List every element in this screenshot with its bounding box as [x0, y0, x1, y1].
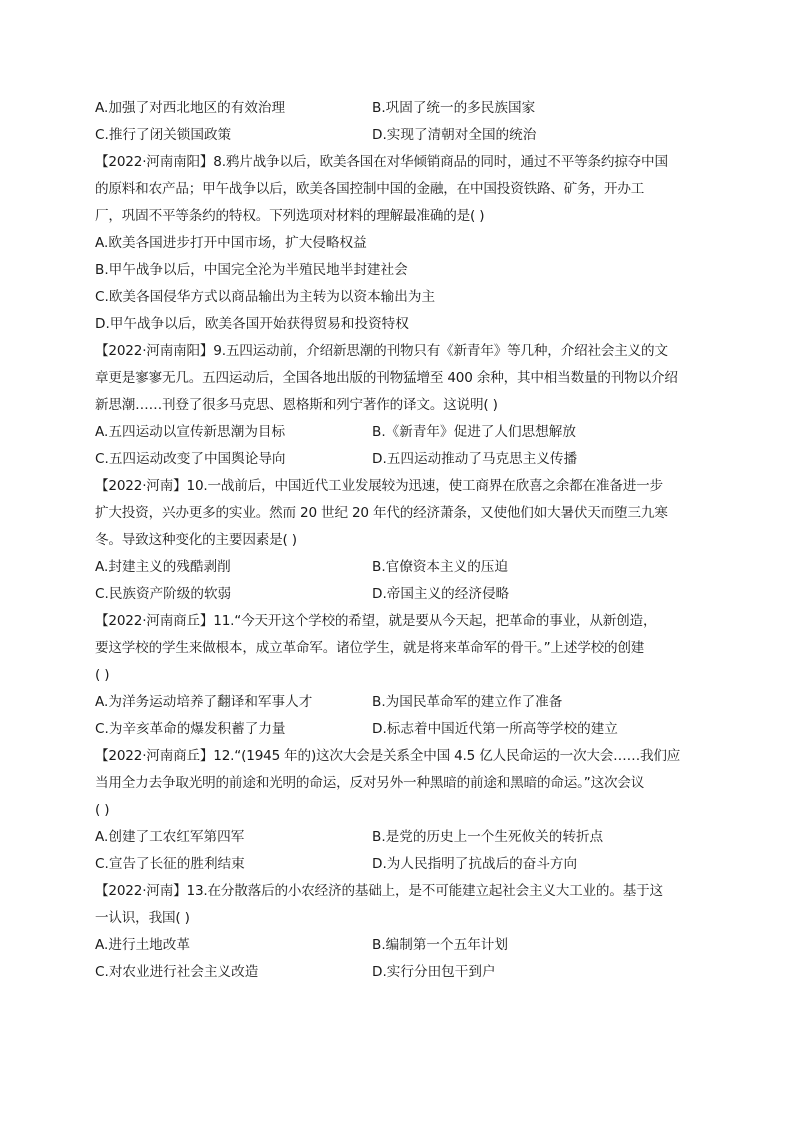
- q13-option-b: B.编制第一个五年计划: [372, 937, 508, 953]
- q11-options-row-1: [95, 689, 695, 716]
- q13-options-row-2: [95, 959, 695, 986]
- q10-option-d: D.帝国主义的经济侵略: [372, 586, 510, 602]
- question-11: [95, 608, 695, 743]
- q13-stem-line-1: 【2022·河南】13.在分散落后的小农经济的基础上，是不可能建立起社会主义大工业的。基于这: [95, 883, 663, 899]
- q13-option-c: C.对农业进行社会主义改造: [95, 964, 259, 980]
- q8-stem-line-2: 的原料和农产品；甲午战争以后，欧美各国控制中国的金融，在中国投资铁路、矿务，开办工: [95, 181, 645, 197]
- q8-option-c: C.欧美各国侵华方式以商品输出为主转为以资本输出为主: [95, 289, 436, 305]
- q11-option-d: D.标志着中国近代第一所高等学校的建立: [372, 721, 618, 737]
- q12-options-row-2: [95, 851, 695, 878]
- q8-option-b: B.甲午战争以后，中国完全沦为半殖民地半封建社会: [95, 262, 408, 278]
- q9-option-b: B.《新青年》促进了人们思想解放: [372, 424, 576, 440]
- q10-option-c: C.民族资产阶级的软弱: [95, 586, 232, 602]
- q11-stem-line-1: 【2022·河南商丘】11.“今天开这个学校的希望，就是要从今天起，把革命的事业，从新创造，: [95, 613, 657, 629]
- q7-options-row-2: [95, 122, 695, 149]
- exam-page: [95, 95, 695, 986]
- q13-option-d: D.实行分田包干到户: [372, 964, 496, 980]
- q13-options-row-1: [95, 932, 695, 959]
- q8-stem-line-1: 【2022·河南南阳】8.鸦片战争以后，欧美各国在对华倾销商品的同时，通过不平等条约掠夺中国: [95, 154, 668, 170]
- q9-stem-line-1: 【2022·河南南阳】9.五四运动前，介绍新思潮的刊物只有《新青年》等几种，介绍社会主义的文: [95, 343, 668, 359]
- q10-option-b: B.官僚资本主义的压迫: [372, 559, 508, 575]
- q10-option-a: A.封建主义的残酷剥削: [95, 559, 231, 575]
- q12-stem-line-3: ( ): [95, 802, 110, 818]
- q9-option-d: D.五四运动推动了马克思主义传播: [372, 451, 578, 467]
- q7-options-row-1: [95, 95, 695, 122]
- q10-options-row-1: [95, 554, 695, 581]
- question-13: [95, 878, 695, 986]
- q7-option-c: C.推行了闭关锁国政策: [95, 127, 232, 143]
- question-12: [95, 743, 695, 878]
- question-10: [95, 473, 695, 608]
- q7-option-a: A.加强了对西北地区的有效治理: [95, 100, 286, 116]
- q11-stem-line-3: ( ): [95, 667, 110, 683]
- question-8: [95, 149, 695, 338]
- q13-option-a: A.进行土地改革: [95, 937, 190, 953]
- q12-stem-line-2: 当用全力去争取光明的前途和光明的命运，反对另外一种黑暗的前途和黑暗的命运。”这次会议: [95, 775, 645, 791]
- q9-stem-line-3: 新思潮……刊登了很多马克思、恩格斯和列宁著作的译文。这说明( ): [95, 397, 498, 413]
- q12-option-b: B.是党的历史上一个生死攸关的转折点: [372, 829, 604, 845]
- q11-option-a: A.为洋务运动培养了翻译和军事人才: [95, 694, 313, 710]
- q12-options-row-1: [95, 824, 695, 851]
- q11-options-row-2: [95, 716, 695, 743]
- q10-stem-line-3: 冬。导致这种变化的主要因素是( ): [95, 532, 297, 548]
- q8-option-a: A.欧美各国进步打开中国市场，扩大侵略权益: [95, 235, 367, 251]
- q8-stem-line-3: 厂，巩固不平等条约的特权。下列选项对材料的理解最准确的是( ): [95, 208, 485, 224]
- q12-option-d: D.为人民指明了抗战后的奋斗方向: [372, 856, 578, 872]
- q7-option-d: D.实现了清朝对全国的统治: [372, 127, 537, 143]
- q11-option-b: B.为国民革命军的建立作了准备: [372, 694, 563, 710]
- q12-stem-line-1: 【2022·河南商丘】12.“(1945 年的)这次大会是关系全中国 4.5 亿人民命运的一次大会……我们应: [95, 748, 681, 764]
- q9-option-a: A.五四运动以宣传新思潮为目标: [95, 424, 286, 440]
- q11-option-c: C.为辛亥革命的爆发积蓄了力量: [95, 721, 286, 737]
- q13-stem-line-2: 一认识，我国( ): [95, 910, 190, 926]
- q9-options-row-2: [95, 446, 695, 473]
- q9-option-c: C.五四运动改变了中国舆论导向: [95, 451, 286, 467]
- q11-stem-line-2: 要这学校的学生来做根本，成立革命军。诸位学生，就是将来革命军的骨干。”上述学校的创建: [95, 640, 645, 656]
- q10-stem-line-2: 扩大投资，兴办更多的实业。然而 20 世纪 20 年代的经济萧条，又使他们如大暑伏天而堕三九寒: [95, 505, 668, 521]
- question-9: [95, 338, 695, 473]
- q10-stem-line-1: 【2022·河南】10.一战前后，中国近代工业发展较为迅速，使工商界在欣喜之余都在准备进一步: [95, 478, 663, 494]
- q8-option-d: D.甲午战争以后，欧美各国开始获得贸易和投资特权: [95, 316, 409, 332]
- q12-option-c: C.宣告了长征的胜利结束: [95, 856, 245, 872]
- q9-options-row-1: [95, 419, 695, 446]
- q10-options-row-2: [95, 581, 695, 608]
- q12-option-a: A.创建了工农红军第四军: [95, 829, 245, 845]
- q7-option-b: B.巩固了统一的多民族国家: [372, 100, 536, 116]
- q9-stem-line-2: 章更是寥寥无几。五四运动后，全国各地出版的刊物猛增至 400 余种，其中相当数量的刊物以介绍: [95, 370, 678, 386]
